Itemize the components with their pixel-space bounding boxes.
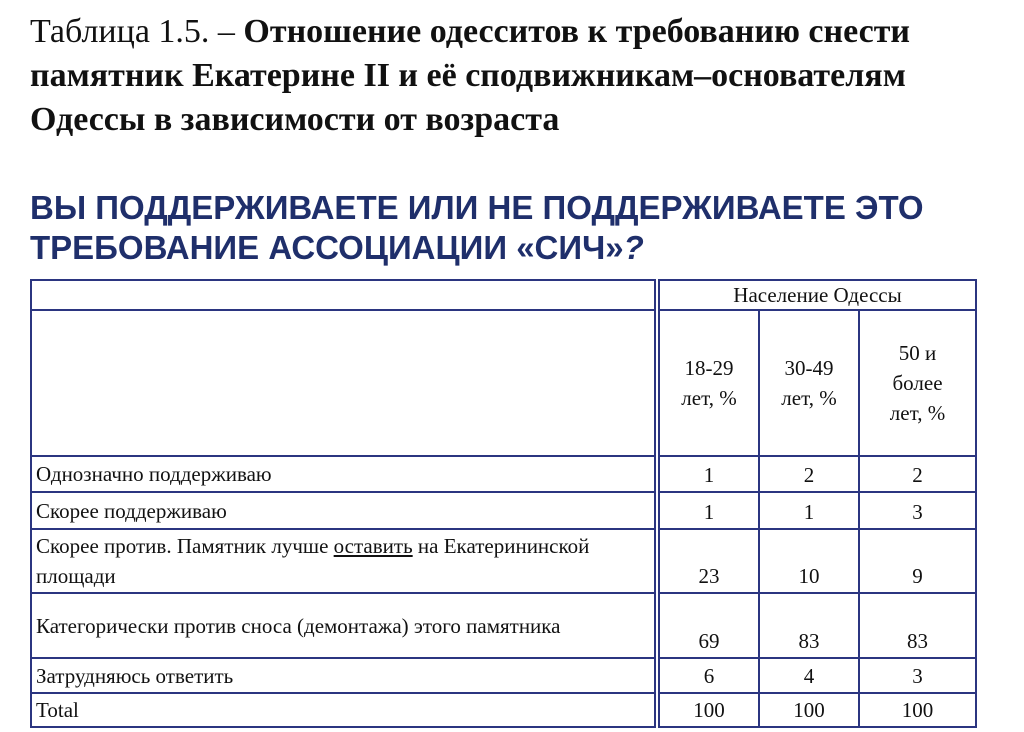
value-cell: 4 [759,658,859,693]
empty-corner-cell [31,280,657,310]
underlined-word: оставить [333,534,413,558]
value-cell: 2 [759,456,859,492]
column-header: 50 и более лет, % [859,310,976,456]
table-row [31,456,976,492]
question-mark: ? [623,229,644,266]
table-caption [30,10,1020,142]
survey-question [30,188,1010,268]
row-label: Total [31,693,657,727]
value-cell: 9 [859,529,976,593]
column-header: 18-29 лет, % [657,310,759,456]
value-cell: 10 [759,529,859,593]
question-text: ВЫ ПОДДЕРЖИВАЕТЕ ИЛИ НЕ ПОДДЕРЖИВАЕТЕ ЭТО ТРЕБОВАНИЕ АССОЦИАЦИИ «СИЧ» [30,189,924,266]
row-label: Скорее поддерживаю [31,492,657,529]
value-cell: 1 [657,456,759,492]
table-row [31,492,976,529]
value-cell: 3 [859,492,976,529]
value-cell: 100 [657,693,759,727]
table-row [31,593,976,658]
row-label: Затрудняюсь ответить [31,658,657,693]
value-cell: 1 [759,492,859,529]
value-cell: 83 [759,593,859,658]
column-header-row [31,310,976,456]
table-row [31,658,976,693]
row-label: Категорически против сноса (демонтажа) этого памятника [31,593,657,658]
value-cell: 100 [859,693,976,727]
empty-label-header [31,310,657,456]
value-cell: 6 [657,658,759,693]
value-cell: 83 [859,593,976,658]
survey-table [30,279,977,728]
group-header-row [31,280,976,310]
caption-title: Отношение одесситов к требованию снести памятник Екатерине II и её сподвижникам–основателям Одессы в зависимости от возраста [30,13,910,138]
value-cell: 100 [759,693,859,727]
total-row [31,693,976,727]
value-cell: 3 [859,658,976,693]
row-label: Скорее против. Памятник лучше оставить на Екатерининской площади [31,529,657,593]
value-cell: 1 [657,492,759,529]
column-header: 30-49 лет, % [759,310,859,456]
value-cell: 23 [657,529,759,593]
group-header: Население Одессы [657,280,976,310]
caption-number: Таблица 1.5. – [30,13,244,50]
value-cell: 69 [657,593,759,658]
row-label: Однозначно поддерживаю [31,456,657,492]
value-cell: 2 [859,456,976,492]
table-row [31,529,976,593]
